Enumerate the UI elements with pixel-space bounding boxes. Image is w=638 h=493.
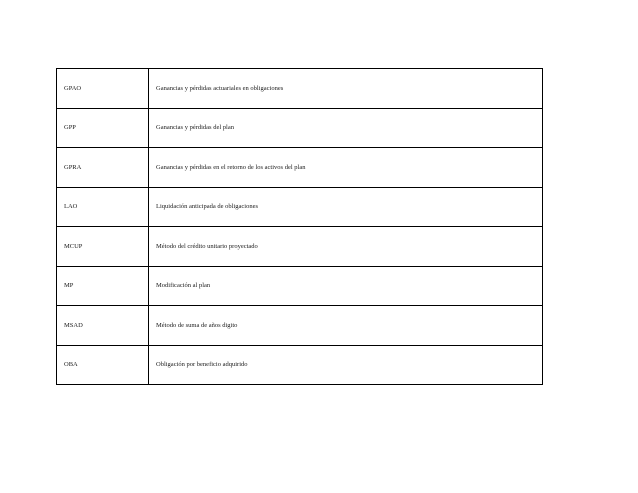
- abbreviation-cell: MCUP: [57, 227, 149, 267]
- table-row: [57, 148, 543, 188]
- definition-cell: Modificación al plan: [149, 266, 543, 306]
- definition-cell: Ganancias y pérdidas actuariales en obligaciones: [149, 69, 543, 109]
- definition-cell: Método del crédito unitario proyectado: [149, 227, 543, 267]
- abbreviation-cell: LAO: [57, 187, 149, 227]
- definition-cell: Obligación por beneficio adquirido: [149, 345, 543, 385]
- table-row: [57, 266, 543, 306]
- definition-cell: Liquidación anticipada de obligaciones: [149, 187, 543, 227]
- table-row: [57, 306, 543, 346]
- glossary-table: [56, 68, 543, 385]
- abbreviation-cell: MSAD: [57, 306, 149, 346]
- abbreviation-cell: GPAO: [57, 69, 149, 109]
- abbreviation-cell: OBA: [57, 345, 149, 385]
- table-row: [57, 69, 543, 109]
- abbreviation-cell: MP: [57, 266, 149, 306]
- table-row: [57, 108, 543, 148]
- table-row: [57, 227, 543, 267]
- table-row: [57, 187, 543, 227]
- table-row: [57, 345, 543, 385]
- abbreviation-cell: GPRA: [57, 148, 149, 188]
- definition-cell: Ganancias y pérdidas en el retorno de los activos del plan: [149, 148, 543, 188]
- abbreviation-cell: GPP: [57, 108, 149, 148]
- definition-cell: Método de suma de años digito: [149, 306, 543, 346]
- definition-cell: Ganancias y pérdidas del plan: [149, 108, 543, 148]
